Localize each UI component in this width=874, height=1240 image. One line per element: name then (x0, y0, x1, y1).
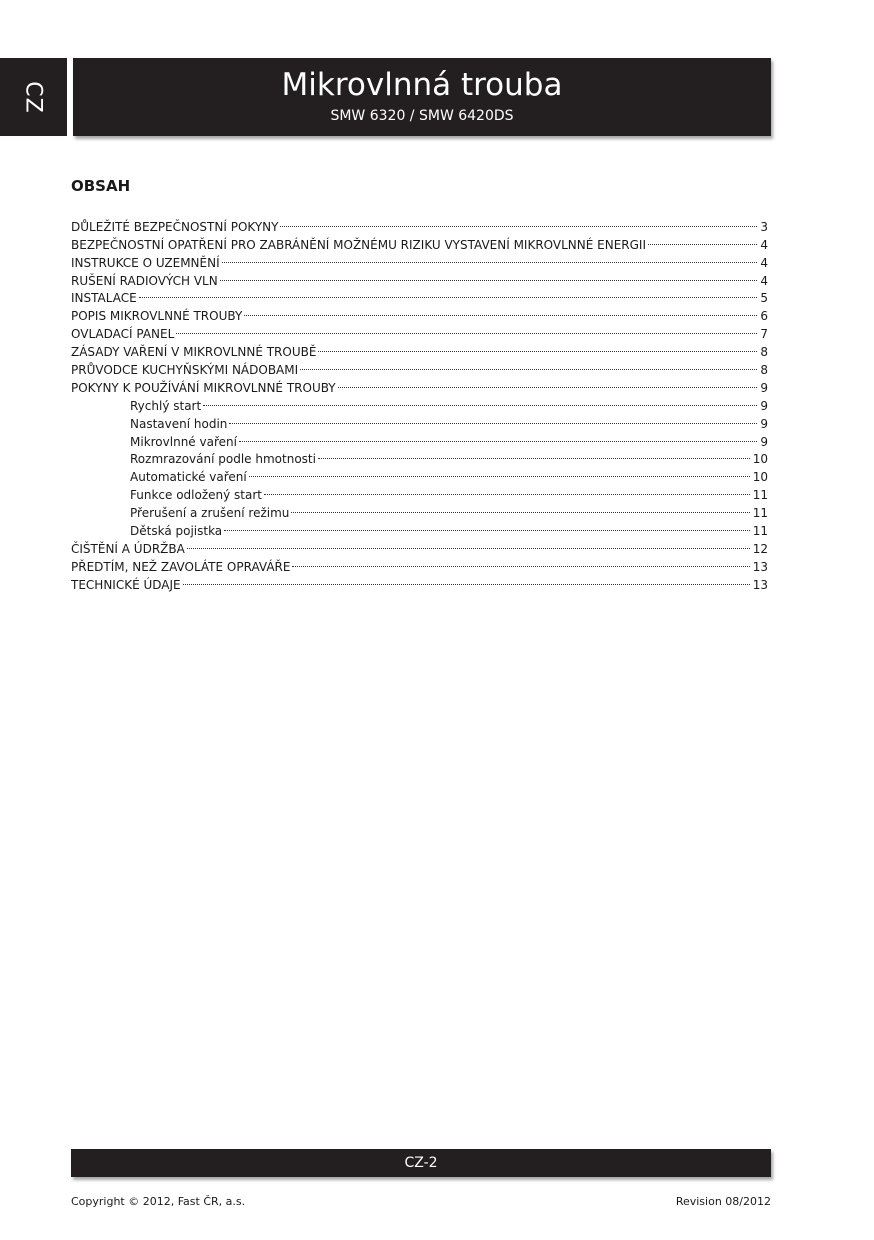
toc-leader-dots (175, 320, 759, 338)
model-subtitle: SMW 6320 / SMW 6420DS (330, 108, 514, 124)
toc-entry-title: PRŮVODCE KUCHYŇSKÝMI NÁDOBAMI (71, 363, 299, 378)
toc-entry-title: POPIS MIKROVLNNÉ TROUBY (71, 309, 243, 324)
toc-entry-page: 6 (760, 309, 768, 324)
toc-entry-page: 7 (760, 327, 768, 342)
toc-entry[interactable] (71, 213, 768, 234)
toc-leader-dots (279, 213, 759, 231)
toc-leader-dots (317, 338, 759, 356)
toc-entry-page: 5 (760, 291, 768, 306)
toc-entry-page: 8 (760, 363, 768, 378)
toc-entry-page: 9 (760, 380, 768, 395)
toc-entry-title: Rychlý start (130, 398, 202, 413)
page-title: Mikrovlnná trouba (281, 67, 563, 103)
toc-entry-title: Funkce odložený start (130, 488, 262, 503)
toc-leader-dots (317, 446, 752, 464)
toc-entry-page: 11 (752, 524, 768, 539)
toc-entry-page: 12 (752, 541, 768, 556)
revision-label: Revision 08/2012 (675, 1195, 771, 1208)
toc-leader-dots (138, 285, 760, 303)
toc-entry-title: RUŠENÍ RADIOVÝCH VLN (71, 273, 218, 288)
toc-entry-title: Přerušení a zrušení režimu (130, 506, 290, 521)
toc-entry-page: 11 (752, 488, 768, 503)
toc-entry[interactable] (71, 320, 768, 342)
toc-entry-page: 13 (752, 577, 768, 592)
toc-leader-dots (182, 571, 752, 589)
toc-entry-page: 9 (760, 398, 768, 413)
language-label: CZ (21, 80, 46, 114)
toc-entry-title: DŮLEŽITÉ BEZPEČNOSTNÍ POKYNY (71, 219, 279, 234)
toc-entry-page: 4 (760, 273, 768, 288)
toc-entry-title: Mikrovlnné vaření (130, 434, 237, 449)
toc-entry-title: ZÁSADY VAŘENÍ V MIKROVLNNÉ TROUBĚ (71, 345, 317, 360)
toc-entry-page: 8 (760, 345, 768, 360)
toc-leader-dots (263, 481, 752, 499)
toc-entry[interactable] (71, 338, 768, 360)
toc-entry-page: 11 (752, 506, 768, 521)
toc-leader-dots (223, 517, 752, 535)
toc-leader-dots (219, 267, 760, 285)
toc-entry-title: PŘEDTÍM, NEŽ ZAVOLÁTE OPRAVÁŘE (71, 559, 291, 574)
toc-entry-title: BEZPEČNOSTNÍ OPATŘENÍ PRO ZABRÁNĚNÍ MOŽNÉMU RIZIKU VYSTAVENÍ MIKROVLNNÉ ENERGII (71, 237, 647, 252)
toc-entry-page: 10 (752, 452, 768, 467)
toc-heading: OBSAH (71, 177, 131, 195)
toc-entry-title: Dětská pojistka (130, 524, 223, 539)
toc-entry-page: 4 (760, 255, 768, 270)
toc-leader-dots (238, 428, 759, 446)
copyright-notice: Copyright © 2012, Fast ČR, a.s. (71, 1195, 246, 1208)
toc-leader-dots (248, 463, 752, 481)
toc-entry-title: POKYNY K POUŽÍVÁNÍ MIKROVLNNÉ TROUBY (71, 380, 336, 395)
toc-entry-page: 3 (760, 219, 768, 234)
toc-leader-dots (290, 499, 751, 517)
footer-bar (71, 1149, 771, 1177)
toc-leader-dots (291, 553, 751, 571)
toc-entry-title: INSTALACE (71, 291, 137, 306)
toc-entry-page: 10 (752, 470, 768, 485)
header-bar (73, 58, 771, 136)
table-of-contents (71, 213, 768, 592)
toc-leader-dots (228, 410, 759, 428)
toc-entry[interactable] (71, 285, 768, 306)
page-number: CZ-2 (404, 1155, 438, 1171)
toc-entry-title: Automatické vaření (130, 470, 247, 485)
language-tab (0, 58, 67, 136)
toc-leader-dots (647, 231, 759, 249)
toc-leader-dots (299, 356, 759, 374)
toc-entry-title: Rozmrazování podle hmotnosti (130, 452, 316, 467)
toc-entry-page: 4 (760, 237, 768, 252)
toc-leader-dots (221, 249, 760, 267)
toc-entry-title: ČIŠTĚNÍ A ÚDRŽBA (71, 541, 185, 556)
toc-entry-title: TECHNICKÉ ÚDAJE (71, 577, 181, 592)
toc-leader-dots (186, 535, 752, 553)
toc-leader-dots (337, 374, 760, 392)
toc-leader-dots (202, 392, 759, 410)
toc-entry[interactable] (71, 302, 768, 324)
toc-leader-dots (243, 302, 759, 320)
toc-entry-title: Nastavení hodin (130, 416, 228, 431)
toc-entry-page: 9 (760, 434, 768, 449)
toc-entry-title: INSTRUKCE O UZEMNĚNÍ (71, 255, 220, 270)
toc-entry-title: OVLADACÍ PANEL (71, 327, 175, 342)
toc-entry-page: 9 (760, 416, 768, 431)
toc-entry-page: 13 (752, 559, 768, 574)
